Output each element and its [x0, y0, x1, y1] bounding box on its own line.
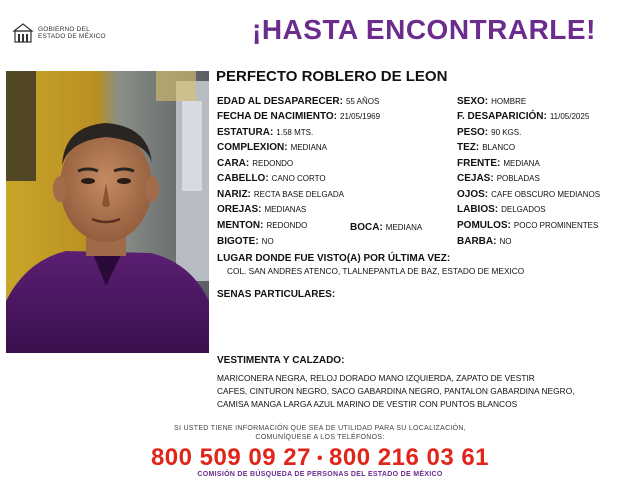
field-label: SEXO:	[457, 96, 489, 107]
field-value: MEDIANAS	[264, 205, 307, 214]
field-cara	[217, 157, 293, 170]
field-value: MEDIANA	[385, 223, 423, 232]
field-label: MENTON:	[217, 220, 264, 231]
field-nacimiento	[217, 110, 380, 123]
field-edad	[217, 95, 379, 108]
field-label: NARIZ:	[217, 189, 251, 200]
field-label: F. DESAPARICIÓN:	[457, 111, 547, 122]
field-pomulos	[457, 219, 598, 232]
field-frente	[457, 157, 540, 170]
field-value: POBLADAS	[496, 174, 540, 183]
field-boca	[350, 221, 422, 234]
field-label: COMPLEXION:	[217, 142, 288, 153]
field-value: BLANCO	[482, 143, 516, 152]
field-tez	[457, 141, 515, 154]
field-complexion	[217, 141, 327, 154]
field-value: 21/05/1969	[340, 112, 381, 121]
field-value: CAFE OBSCURO MEDIANOS	[491, 190, 601, 199]
field-label: OJOS:	[457, 189, 489, 200]
phone-link-1[interactable]: 800 509 09 27	[150, 444, 311, 471]
phone-numbers	[0, 444, 640, 472]
field-value: 55 AÑOS	[345, 97, 380, 106]
headline: ¡HASTA ENCONTRARLE!	[252, 14, 596, 45]
field-label: FRENTE:	[457, 158, 501, 169]
vestimenta-line: CAMISA MANGA LARGA AZUL MARINO DE VESTIR CON PUNTOS BLANCOS	[217, 399, 518, 409]
field-value: MEDIANA	[503, 159, 540, 168]
field-menton	[217, 219, 307, 232]
field-estatura	[217, 126, 313, 139]
logo-text	[38, 26, 106, 41]
field-value: DELGADOS	[501, 205, 546, 214]
vestimenta-line: MARICONERA NEGRA, RELOJ DORADO MANO IZQUIERDA, ZAPATO DE VESTIR	[217, 373, 535, 383]
field-ojos	[457, 188, 600, 201]
field-label: CARA:	[217, 158, 250, 169]
field-value: RECTA BASE DELGADA	[253, 190, 344, 199]
field-value: REDONDO	[252, 159, 294, 168]
missing-person-photo	[6, 71, 209, 353]
field-orejas	[217, 203, 306, 216]
state-emblem-icon	[12, 22, 34, 44]
logo-line-2: ESTADO DE MÉXICO	[38, 33, 106, 40]
field-label: PESO:	[457, 127, 489, 138]
vestimenta-line: CAFES, CINTURON NEGRO, SACO GABARDINA NEGRO, PANTALON GABARDINA NEGRO,	[217, 386, 575, 396]
phone-separator: •	[316, 449, 324, 467]
field-cejas	[457, 172, 540, 185]
commission-footer: COMISIÓN DE BÚSQUEDA DE PERSONAS DEL ESTADO DE MÉXICO	[197, 471, 443, 478]
field-value: NO	[499, 237, 512, 246]
field-value: REDONDO	[266, 221, 308, 230]
field-label: POMULOS:	[457, 220, 511, 231]
field-label: CEJAS:	[457, 173, 494, 184]
phone-link-2[interactable]: 800 216 03 61	[329, 444, 490, 471]
field-label: EDAD AL DESAPARECER:	[217, 96, 343, 107]
field-label: BOCA:	[350, 222, 383, 233]
field-label: OREJAS:	[217, 204, 262, 215]
field-label: CABELLO:	[217, 173, 269, 184]
senas-label: SENAS PARTICULARES:	[217, 289, 336, 300]
field-sexo	[457, 95, 526, 108]
field-value: 11/05/2025	[549, 112, 590, 121]
vestimenta-text	[217, 372, 575, 411]
field-barba	[457, 235, 511, 248]
field-label: BARBA:	[457, 236, 497, 247]
field-label: BIGOTE:	[217, 236, 259, 247]
contact-line-2: COMUNÍQUESE A LOS TELÉFONOS:	[255, 434, 385, 441]
last-seen-value: COL. SAN ANDRES ATENCO, TLALNEPANTLA DE BAZ, ESTADO DE MEXICO	[227, 266, 525, 276]
field-value: CANO CORTO	[271, 174, 326, 183]
field-labios	[457, 203, 546, 216]
logo-line-1: GOBIERNO DEL	[38, 25, 90, 33]
field-value: MEDIANA	[290, 143, 328, 152]
field-value: 1.58 MTS.	[276, 128, 314, 137]
contact-line-1: SI USTED TIENE INFORMACIÓN QUE SEA DE UTILIDAD PARA SU LOCALIZACIÓN,	[173, 425, 467, 432]
field-nariz	[217, 188, 344, 201]
last-seen-label: LUGAR DONDE FUE VISTO(A) POR ÚLTIMA VEZ:	[217, 253, 451, 264]
field-desaparicion	[457, 110, 589, 123]
field-cabello	[217, 172, 326, 185]
field-peso	[457, 126, 521, 139]
field-bigote	[217, 235, 274, 248]
field-value: POCO PROMINENTES	[513, 221, 599, 230]
field-label: ESTATURA:	[217, 127, 274, 138]
field-label: FECHA DE NACIMIENTO:	[217, 111, 337, 122]
field-value: NO	[261, 237, 274, 246]
field-label: TEZ:	[457, 142, 480, 153]
government-logo	[12, 22, 106, 44]
person-name: PERFECTO ROBLERO DE LEON	[216, 68, 448, 85]
vestimenta-label: VESTIMENTA Y CALZADO:	[217, 355, 345, 366]
field-value: 90 KGS.	[491, 128, 522, 137]
field-value: HOMBRE	[491, 97, 527, 106]
field-label: LABIOS:	[457, 204, 499, 215]
